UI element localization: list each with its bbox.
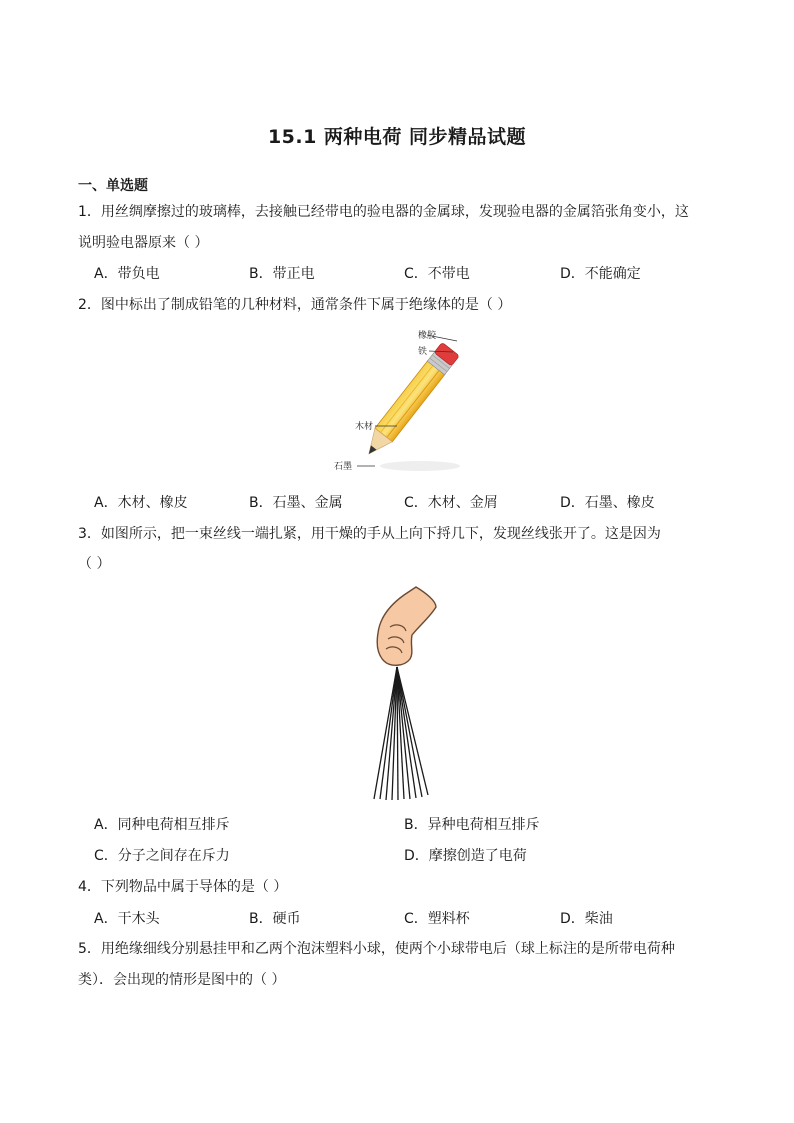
question-3-text-cont: （ ）	[78, 556, 111, 572]
q3-option-a[interactable]: A．同种电荷相互排斥	[94, 817, 230, 833]
question-1-text-cont: 说明验电器原来（ ）	[78, 235, 209, 251]
q3-option-c[interactable]: C．分子之间存在斥力	[94, 848, 230, 864]
silk-threads-figure	[360, 583, 450, 803]
section-heading: 一、单选题	[78, 178, 148, 194]
q1-option-a[interactable]: A．带负电	[94, 266, 160, 282]
q2-option-c[interactable]: C．木材、金屑	[404, 495, 498, 511]
pencil-figure	[325, 326, 485, 478]
pencil-shadow	[380, 461, 460, 471]
question-3-text: 3．如图所示，把一束丝线一端扎紧，用干燥的手从上向下捋几下，发现丝线张开了。这是因为	[78, 526, 661, 542]
q3-option-d[interactable]: D．摩擦创造了电荷	[404, 848, 527, 864]
q2-option-b[interactable]: B．石墨、金属	[249, 495, 343, 511]
page-title: 15.1 两种电荷 同步精品试题	[267, 126, 527, 148]
question-1-text: 1．用丝绸摩擦过的玻璃棒，去接触已经带电的验电器的金属球，发现验电器的金属箔张角变小，这	[78, 204, 689, 220]
question-2-text: 2．图中标出了制成铅笔的几种材料，通常条件下属于绝缘体的是（ ）	[78, 297, 512, 313]
silk-threads	[374, 667, 428, 800]
question-5-text-cont: 类）．会出现的情形是图中的（ ）	[78, 972, 286, 988]
q2-option-d[interactable]: D．石墨、橡皮	[560, 495, 655, 511]
label-wood: 木材	[355, 422, 374, 432]
q4-option-c[interactable]: C．塑料杯	[404, 911, 470, 927]
q3-option-b[interactable]: B．异种电荷相互排斥	[404, 817, 540, 833]
label-eraser: 橡胶	[418, 331, 437, 341]
q1-option-c[interactable]: C．不带电	[404, 266, 470, 282]
label-iron: 铁	[418, 347, 428, 357]
q4-option-d[interactable]: D．柴油	[560, 911, 613, 927]
question-5-text: 5．用绝缘细线分别悬挂甲和乙两个泡沫塑料小球，使两个小球带电后（球上标注的是所带电荷种	[78, 941, 675, 957]
q2-option-a[interactable]: A．木材、橡皮	[94, 495, 188, 511]
pencil-body	[375, 360, 445, 441]
question-4-text: 4．下列物品中属于导体的是（ ）	[78, 879, 288, 895]
q1-option-d[interactable]: D．不能确定	[560, 266, 641, 282]
q1-option-b[interactable]: B．带正电	[249, 266, 315, 282]
hand-icon	[377, 587, 436, 665]
label-graphite: 石墨	[334, 462, 353, 472]
q4-option-b[interactable]: B．硬币	[249, 911, 301, 927]
q4-option-a[interactable]: A．干木头	[94, 911, 160, 927]
